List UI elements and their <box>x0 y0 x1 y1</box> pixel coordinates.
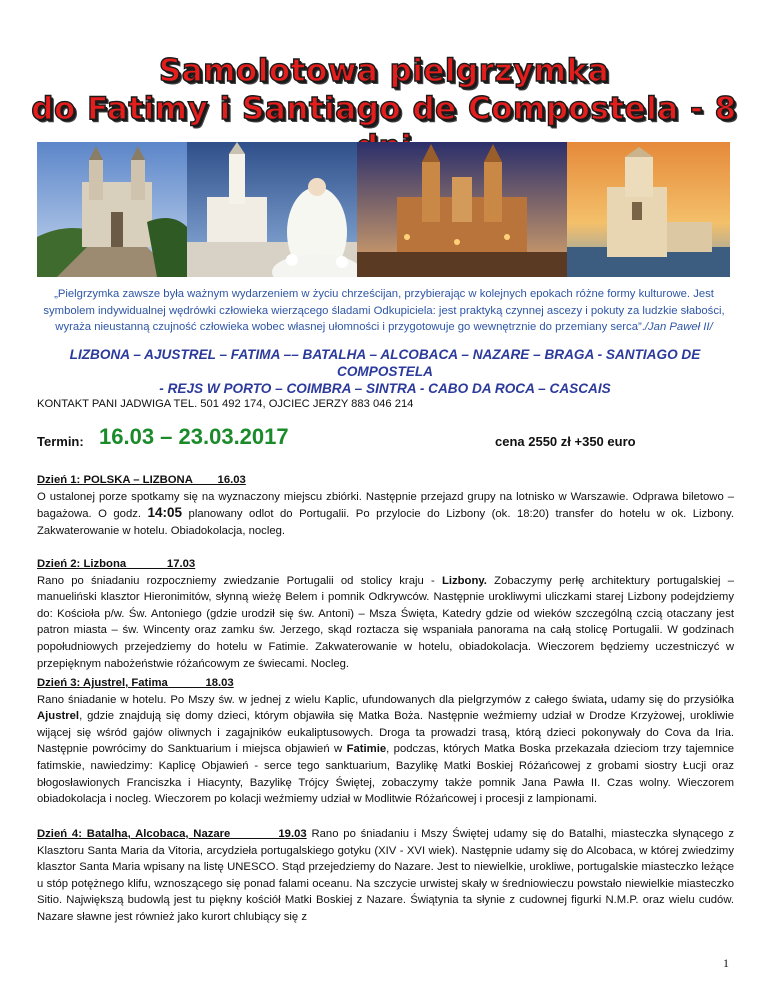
photo-santiago-cathedral <box>357 142 567 277</box>
day-3 <box>37 675 734 808</box>
termin-dates: 16.03 – 23.03.2017 <box>99 424 289 449</box>
day-1 <box>37 472 734 539</box>
day-4 <box>37 826 734 926</box>
day-4-text: Rano po śniadaniu i Mszy Świętej udamy się do Batalhi, miasteczka słynącego z Klasztoru Santa Maria da Vitoria, arcydzieła portugalskiego gotyku (XIV - XVI wiek). Następnie udamy się do Alcobaca, w której zwiedzimy klasztor Santa Maria wpisany na listę UNESCO. Stąd przejedziemy do Nazare. Jest to niewielkie, urokliwe, portugalskie miasteczko leżące u stóp potężnego klifu, wznoszącego się ponad falami oceanu. Na szczycie urwistej skały w średniowieczu powstało niewielkie miasteczko Sitio. Największą budowlą jest tu piękny kościół Matki Boskiej z Nazare. Świątynia ta słynie z cudownej figurki N.M.P. oraz wielu cudów. Nazare sławne jest również jako kurort chlubiący się z <box>37 828 734 923</box>
day-3-heading: Dzień 3: Ajustrel, Fatima 18.03 <box>37 677 234 689</box>
pope-quote <box>34 286 734 336</box>
day-3-bold-fatimie: Fatimie <box>346 743 387 756</box>
day-2-heading: Dzień 2: Lizbona 17.03 <box>37 558 196 570</box>
day-2-bold-lizbony: Lizbony. <box>441 574 487 587</box>
contact-info: KONTAKT PANI JADWIGA TEL. 501 492 174, OJCIEC JERZY 883 046 214 <box>37 398 414 410</box>
day-1-text-b: planowany odlot do Portugalii. Po przylocie do Lizbony (ok. 18:20) transfer do hotelu w ok. Lizbony. Zakwaterowanie w hotelu. Obiadokolacja, nocleg. <box>37 508 734 537</box>
quote-author: /Jan Paweł II/ <box>644 321 713 333</box>
day-3-text-a2: udamy się do przysiółka <box>606 693 734 706</box>
day-4-heading: Dzień 4: Batalha, Alcobaca, Nazare 19.03 <box>37 828 307 840</box>
photo-collage <box>37 142 730 277</box>
day-3-text-c: , podczas, których Matka Boska przekazała dzieciom trzy tajemnice fatimskie, nawiedzimy: Kaplicę Objawień - serce tego sanktuarium, Bazylikę Matki Boskiej Różańcowej z grobami siostry Łucji oraz błogosławionych Franciszka i Hiacynty, Bazylikę Trójcy Świętej, zobaczymy także pomnik Jana Pawła II. Czas wolny. Wieczorem obiadokolacja i nocleg. Wieczorem po kolacji weźmiemy udział w Modlitwie Różańcowej i procesji z lampionami. <box>37 743 734 806</box>
price: cena 2550 zł +350 euro <box>495 434 636 449</box>
day-2 <box>37 556 734 672</box>
day-2-text-a: Rano po śniadaniu rozpoczniemy zwiedzanie Portugalii od stolicy kraju - <box>37 574 442 587</box>
day-2-text-b: Zobaczymy perłę architektury portugalskiej – manueliński klasztor Hieronimitów, słynną wieżę Belem i pomnik Odkrywców. Następnie urokliwymi uliczkami starej Lizbony podejdziemy do: Kościoła p/w. Św. Antoniego (gdzie urodził się św. Antoni) – Msza Święta, Katedry gdzie od wieków szczególną czcią otaczany jest patron miasta – św. Wincenty oraz zamku św. Jerzego, skąd roztacza się wspaniała panorama na całą stolicę Portugalii. W godzinach popołudniowych przejedziemy do hotelu w Fatimie. Zakwaterowanie w hotelu, obiadokolacja. Wieczorem będziemy uczestniczyć w przepięknym nabożeństwie różańcowym ze świecami. Nocleg. <box>37 574 734 670</box>
photo-basilica <box>37 142 187 277</box>
day-1-text-a: O ustalonej porze spotkamy się na wyznaczony miejscu zbiórki. Następnie przejazd grupy na lotnisko w Warszawie. Odprawa biletowo – bagażowa. O godz. <box>37 490 734 521</box>
quote-text: „Pielgrzymka zawsze była ważnym wydarzeniem w życiu chrześcijan, przybierając w kolejnych epokach różne formy kulturowe. Jest symbolem indywidualnej wędrówki człowieka wierzącego śladami Odkupiciela: jest praktyką czynnej ascezy i pokuty za ludzkie słabości, wyraża nieustanną czujność człowieka wobec własnej ułomności i przygotowuje go wewnętrznie do przemiany serca”. <box>43 288 725 333</box>
route-list <box>30 346 740 397</box>
title-line-2: do Fatimy i Santiago de Compostela - 8 <box>31 91 737 127</box>
photo-fatima-sanctuary <box>187 142 362 277</box>
title-line-1: Samolotowa pielgrzymka <box>158 53 610 89</box>
day-3-bold-comma: , <box>603 693 607 706</box>
departure-time: 14:05 <box>147 505 183 521</box>
route-line-2: - REJS W PORTO – COIMBRA – SINTRA - CABO DA ROCA – CASCAIS <box>159 381 611 396</box>
termin-row <box>37 424 737 456</box>
day-3-text-a: Rano śniadanie w hotelu. Po Mszy św. w jednej z wielu Kaplic, ufundowanych dla pielgrzymów z całego świata <box>37 693 604 706</box>
day-3-bold-ajustrel: Ajustrel <box>37 710 80 723</box>
photo-belem-tower <box>567 142 730 277</box>
route-line-1: LIZBONA – AJUSTREL – FATIMA –– BATALHA – ALCOBACA – NAZARE – BRAGA - SANTIAGO DE COMPOSTELA <box>69 347 701 379</box>
termin-label: Termin: <box>37 434 84 449</box>
day-1-heading: Dzień 1: POLSKA – LIZBONA 16.03 <box>37 474 246 486</box>
page-number: 1 <box>723 956 729 970</box>
day-3-text-b: , gdzie znajdują się domy dzieci, którym objawiła się Matka Boża. Następnie weźmiemy udział w Drodze Krzyżowej, urokliwie wijącej się wśród gajów oliwnych i zagajników eukaliptusowych. Droga ta prowadzi trasą, którą dzieci pokonywały do Cova da Iria. Następnie powrócimy do Sanktuarium i miejsca objawień w <box>37 710 734 756</box>
